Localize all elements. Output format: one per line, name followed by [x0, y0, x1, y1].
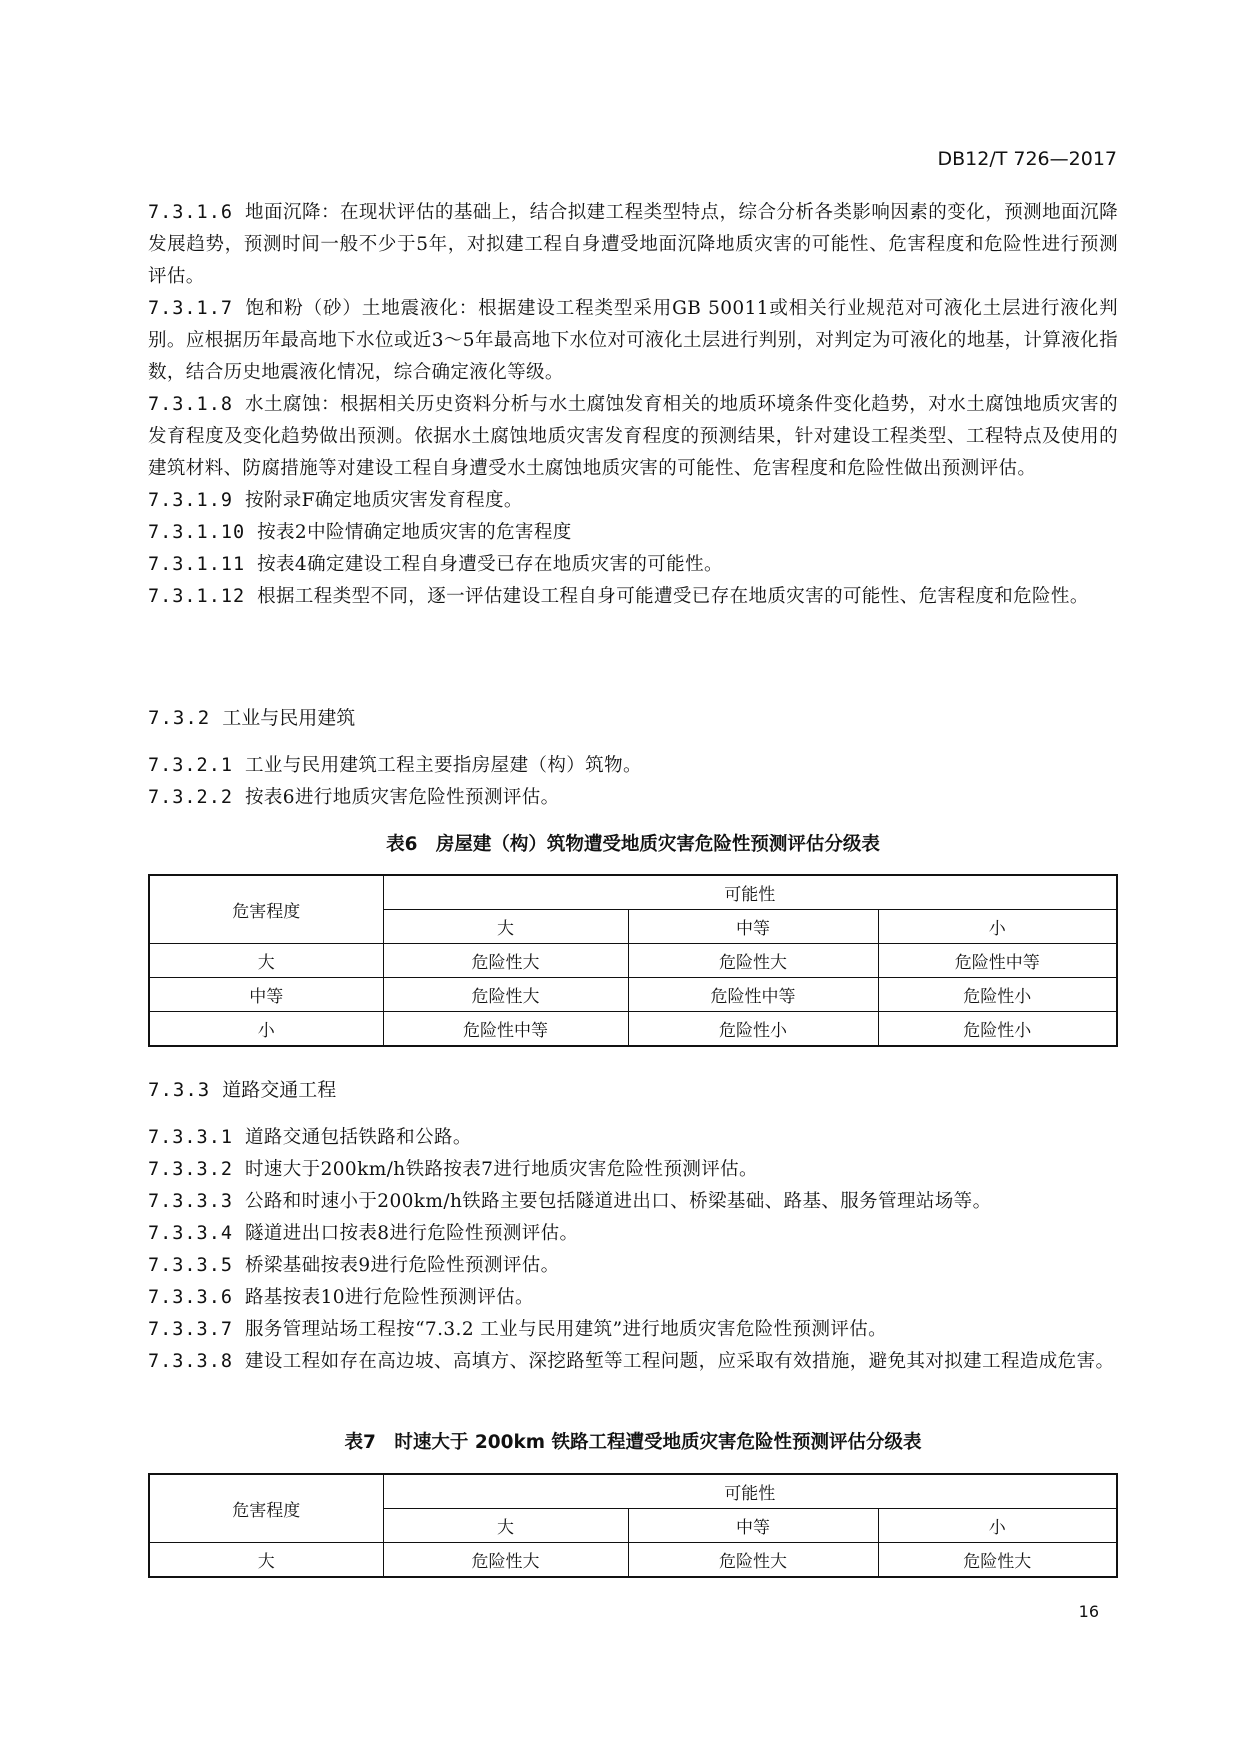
clause: 7.3.1.7 饱和粉（砂）土地震液化：根据建设工程类型采用GB 50011或相关行业规范对可液化土层进行液化判别。应根据历年最高地下水位或近3～5年最高地下水位对可液化土层进行判别，对判定为可液化的地基，计算液化指数，结合历史地震液化情况，综合确定液化等级。 [148, 298, 1118, 383]
table6 [148, 874, 1118, 1047]
row-label: 大 [149, 944, 383, 978]
table7-col-header: 中等 [628, 1509, 878, 1543]
row-label: 小 [149, 1012, 383, 1047]
table6-col-header: 小 [878, 910, 1117, 944]
table6-col-header: 中等 [628, 910, 878, 944]
row-label: 大 [149, 1543, 383, 1578]
clause: 7.3.1.8 水土腐蚀：根据相关历史资料分析与水土腐蚀发育相关的地质环境条件变化趋势，对水土腐蚀地质灾害的发育程度及变化趋势做出预测。依据水土腐蚀地质灾害发育程度的预测结果，针对建设工程类型、工程特点及使用的建筑材料、防腐措施等对建设工程自身遭受水土腐蚀地质灾害的可能性、危害程度和危险性做出预测评估。 [148, 394, 1118, 479]
table7 [148, 1473, 1118, 1578]
clause: 7.3.2.1 工业与民用建筑工程主要指房屋建（构）筑物。 [148, 755, 642, 776]
table-row [149, 978, 1117, 1012]
table7-col-header: 大 [383, 1509, 628, 1543]
table7-caption: 表7 时速大于 200km 铁路工程遭受地质灾害危险性预测评估分级表 [344, 1432, 922, 1453]
heading-7-3-2: 7.3.2 工业与民用建筑 [148, 707, 356, 729]
clause: 7.3.2.2 按表6进行地质灾害危险性预测评估。 [148, 787, 560, 808]
table6-row-header: 危害程度 [149, 875, 383, 944]
clause: 7.3.3.8 建设工程如存在高边坡、高填方、深挖路堑等工程问题，应采取有效措施，避免其对拟建工程造成危害。 [148, 1351, 1115, 1372]
clause: 7.3.3.6 路基按表10进行危险性预测评估。 [148, 1287, 534, 1308]
clause: 7.3.3.2 时速大于200km/h铁路按表7进行地质灾害危险性预测评估。 [148, 1159, 758, 1180]
clause: 7.3.1.12 根据工程类型不同，逐一评估建设工程自身可能遭受已存在地质灾害的可能性、危害程度和危险性。 [148, 586, 1089, 607]
heading-7-3-3: 7.3.3 道路交通工程 [148, 1079, 337, 1101]
section-7-3-1-paragraphs [148, 197, 1118, 613]
clause: 7.3.1.9 按附录F确定地质灾害发育程度。 [148, 490, 523, 511]
table6-col-group: 可能性 [383, 875, 1117, 910]
table-cell: 危险性大 [383, 944, 628, 978]
table6-caption: 表6 房屋建（构）筑物遭受地质灾害危险性预测评估分级表 [386, 834, 880, 855]
clause: 7.3.3.5 桥梁基础按表9进行危险性预测评估。 [148, 1255, 560, 1276]
clause: 7.3.1.10 按表2中险情确定地质灾害的危害程度 [148, 522, 572, 543]
table-cell: 危险性中等 [383, 1012, 628, 1047]
clause: 7.3.3.1 道路交通包括铁路和公路。 [148, 1127, 472, 1148]
table7-col-group: 可能性 [383, 1474, 1117, 1509]
table-cell: 危险性中等 [628, 978, 878, 1012]
table-row [149, 944, 1117, 978]
row-label: 中等 [149, 978, 383, 1012]
clause: 7.3.1.6 地面沉降：在现状评估的基础上，结合拟建工程类型特点，综合分析各类影响因素的变化，预测地面沉降发展趋势，预测时间一般不少于5年，对拟建工程自身遭受地面沉降地质灾害的可能性、危害程度和危险性进行预测评估。 [148, 202, 1118, 287]
table-cell: 危险性大 [878, 1543, 1117, 1578]
document-id: DB12/T 726—2017 [937, 148, 1117, 170]
section-7-3-2-paragraphs [148, 750, 1118, 814]
clause: 7.3.1.11 按表4确定建设工程自身遭受已存在地质灾害的可能性。 [148, 554, 723, 575]
table-cell: 危险性大 [628, 944, 878, 978]
table6-col-header: 大 [383, 910, 628, 944]
clause: 7.3.3.4 隧道进出口按表8进行危险性预测评估。 [148, 1223, 579, 1244]
table7-col-header: 小 [878, 1509, 1117, 1543]
page-number: 16 [1078, 1602, 1099, 1621]
clause: 7.3.3.3 公路和时速小于200km/h铁路主要包括隧道进出口、桥梁基础、路基、服务管理站场等。 [148, 1191, 992, 1212]
clause: 7.3.3.7 服务管理站场工程按“7.3.2 工业与民用建筑”进行地质灾害危险性预测评估。 [148, 1319, 888, 1340]
table-cell: 危险性大 [628, 1543, 878, 1578]
table-row [149, 1543, 1117, 1578]
table-cell: 危险性小 [878, 978, 1117, 1012]
table-row [149, 1012, 1117, 1047]
table-cell: 危险性小 [628, 1012, 878, 1047]
table7-row-header: 危害程度 [149, 1474, 383, 1543]
table-cell: 危险性大 [383, 978, 628, 1012]
table-cell: 危险性小 [878, 1012, 1117, 1047]
table-cell: 危险性大 [383, 1543, 628, 1578]
section-7-3-3-paragraphs [148, 1122, 1118, 1378]
table-cell: 危险性中等 [878, 944, 1117, 978]
